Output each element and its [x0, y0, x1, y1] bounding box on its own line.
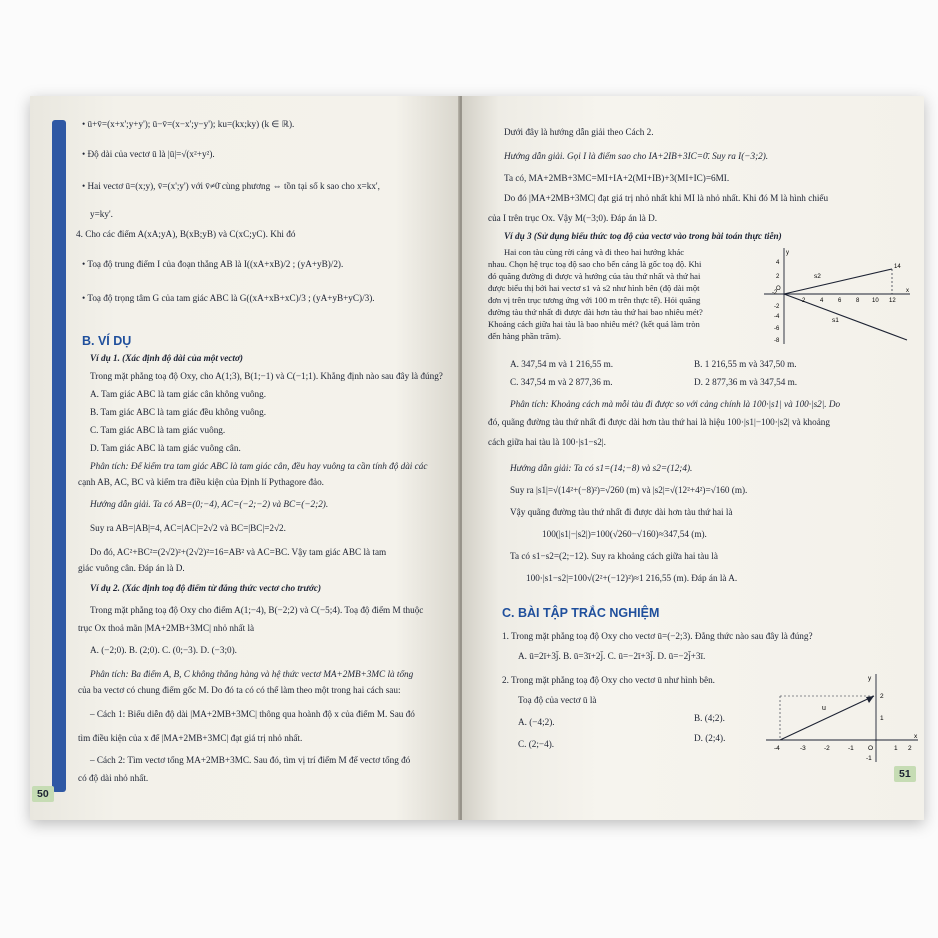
- graph2-tick-label: -1: [866, 755, 872, 762]
- text-line: Phân tích: Để kiểm tra tam giác ABC là tam giác cân, đều hay vuông ta cần tính độ dài các: [90, 461, 428, 471]
- question-line: 2. Trong mặt phẳng toạ độ Oxy cho vectơ ū như hình bên.: [502, 675, 715, 685]
- text-line: được biểu thị bởi hai vectơ s1 và s2 như hình bên (độ dài một: [488, 283, 700, 293]
- graph1-tick-label: -6: [774, 326, 780, 332]
- answer-option: D. (2;4).: [694, 733, 726, 743]
- text-line: đường tàu thứ nhất đi được dài hơn tàu thứ hai bao nhiêu mét?: [488, 307, 703, 317]
- text-line: Hai con tàu cùng rời cảng và đi theo hai hướng khác: [504, 247, 685, 257]
- answer-option: B. 1 216,55 m và 347,50 m.: [694, 359, 797, 369]
- graph1-tick-label: -2: [772, 290, 778, 296]
- formula-line: y=ky'.: [90, 209, 113, 219]
- graph2-origin-label: O: [868, 745, 874, 752]
- graph1-tick-label: 4: [820, 298, 824, 304]
- text-line: Phân tích: Ba điểm A, B, C không thẳng hàng và hệ thức vectơ MA+2MB+3MC là tổng: [90, 669, 414, 679]
- formula-line: • Toạ độ trung điểm I của đoạn thẳng AB là I((xA+xB)/2 ; (yA+yB)/2).: [82, 259, 344, 269]
- text-line: của ba vectơ có chung điểm gốc M. Do đó ta có có thể làm theo một trong hai cách sau:: [78, 685, 401, 695]
- graph2-tick-label: 1: [894, 745, 898, 752]
- left-page: [30, 96, 460, 820]
- example-title: Ví dụ 2. (Xác định toạ độ điểm từ đẳng thức vectơ cho trước): [90, 583, 322, 593]
- graph1-origin-label: O: [776, 286, 781, 292]
- example-title: Ví dụ 1. (Xác định độ dài của một vectơ): [90, 353, 243, 363]
- text-line: Dưới đây là hướng dẫn giải theo Cách 2.: [504, 127, 654, 137]
- graph2-tick-label: -1: [848, 745, 854, 752]
- graph2-tick-label: 2: [908, 745, 912, 752]
- graph1-axis-label: x: [906, 288, 909, 294]
- answer-option: A. (−4;2).: [518, 717, 555, 727]
- text-line: – Cách 2: Tìm vectơ tổng MA+2MB+3MC. Sau đó, tìm vị trí điểm M để vectơ tổng đó: [90, 755, 411, 765]
- vector-u-label: u: [822, 705, 826, 712]
- text-line: 100·|s1−s2|=100√(2²+(−12)²)≈1 216,55 (m). Đáp án là A.: [526, 573, 738, 583]
- answer-option: B. (4;2).: [694, 713, 725, 723]
- text-line: Do đó |MA+2MB+3MC| đạt giá trị nhỏ nhất khi MI là nhỏ nhất. Khi đó M là hình chiếu: [504, 193, 829, 203]
- graph1-tick-label: 2: [802, 298, 806, 304]
- graph2-axis-label: y: [868, 675, 872, 682]
- section-title: B. VÍ DỤ: [82, 334, 132, 348]
- text-line: có độ dài nhỏ nhất.: [78, 773, 149, 783]
- formula-line: • Toạ độ trọng tâm G của tam giác ABC là G((xA+xB+xC)/3 ; (yA+yB+yC)/3).: [82, 293, 375, 303]
- graph1-tick-label: 8: [856, 298, 860, 304]
- graph2-tick-label: 1: [880, 715, 884, 722]
- text-line: tìm điều kiện của x để |MA+2MB+3MC| đạt giá trị nhỏ nhất.: [78, 733, 303, 743]
- page-number: 50: [32, 786, 54, 802]
- vector-s1-label: s1: [832, 317, 839, 324]
- question-line: 1. Trong mặt phẳng toạ độ Oxy cho vectơ ū=(−2;3). Đẳng thức nào sau đây là đúng?: [502, 631, 813, 641]
- example-title: Ví dụ 3 (Sử dụng biểu thức toạ độ của vectơ vào trong bài toán thực tiễn): [504, 231, 782, 241]
- graph1-tick-label: 2: [776, 274, 780, 280]
- text-line: Ta có s1−s2=(2;−12). Suy ra khoảng cách giữa hai tàu là: [510, 551, 718, 561]
- text-line: giác vuông cân. Đáp án là D.: [78, 563, 185, 573]
- text-line: Hướng dẫn giải: Ta có s1=(14;−8) và s2=(12;4).: [510, 463, 693, 473]
- text-line: Suy ra AB=|AB|=4, AC=|AC|=2√2 và BC=|BC|=2√2.: [90, 523, 286, 533]
- vector-u-graph: [762, 670, 922, 766]
- answer-option: C. (2;−4).: [518, 739, 555, 749]
- graph1-tick-label: -8: [774, 338, 780, 344]
- text-line: C. Tam giác ABC là tam giác vuông.: [90, 425, 226, 435]
- formula-line: • Hai vectơ ū=(x;y), v̄=(x';y') với v̄≠0̄ cùng phương ⇔ tồn tại số k sao cho x=kx',: [82, 181, 380, 191]
- question-line: Toạ độ của vectơ ū là: [518, 695, 597, 705]
- answer-option: A. 347,54 m và 1 216,55 m.: [510, 359, 614, 369]
- right-page: [462, 96, 924, 820]
- text-line: 100(|s1|−|s2|)=100(√260−√160)≈347,54 (m).: [542, 529, 707, 539]
- graph1-tick-label: 12: [889, 298, 896, 304]
- page-number: 51: [894, 766, 916, 782]
- answer-option: D. 2 877,36 m và 347,54 m.: [694, 377, 798, 387]
- text-line: Vậy quãng đường tàu thứ nhất đi được dài hơn tàu thứ hai là: [510, 507, 733, 517]
- text-line: D. Tam giác ABC là tam giác vuông cân.: [90, 443, 241, 453]
- graph2-tick-label: -3: [800, 745, 806, 752]
- text-line: Do đó, AC²+BC²=(2√2)²+(2√2)²=16=AB² và AC=BC. Vậy tam giác ABC là tam: [90, 547, 387, 557]
- text-line: đó quãng đường đi được và hướng của tàu thứ nhất và thứ hai: [488, 271, 701, 281]
- graph1-tick-label: -2: [774, 304, 780, 310]
- text-line: Khoảng cách giữa hai tàu là bao nhiêu mét? (kết quả làm tròn: [488, 319, 700, 329]
- text-line: cạnh AB, AC, BC và kiểm tra điều kiện của Định lí Pythagore đảo.: [78, 477, 324, 487]
- text-line: Trong mặt phẳng toạ độ Oxy, cho A(1;3), B(1;−1) và C(−1;1). Khẳng định nào sau đây là đúng?: [90, 371, 443, 381]
- formula-line: 4. Cho các điểm A(xA;yA), B(xB;yB) và C(xC;yC). Khi đó: [76, 229, 296, 239]
- question-options: A. ū=2ī+3j̄. B. ū=3ī+2j̄. C. ū=−2ī+3j̄. D. ū=−2j̄+3ī.: [518, 651, 706, 661]
- graph2-tick-label: 2: [880, 693, 884, 700]
- text-line: Hướng dẫn giải. Ta có AB=(0;−4), AC=(−2;−2) và BC=(−2;2).: [90, 499, 329, 509]
- graph1-value-label: 14: [894, 264, 901, 270]
- text-line: của I trên trục Ox. Vậy M(−3;0). Đáp án là D.: [488, 213, 658, 223]
- graph1-axis-label: y: [786, 250, 789, 256]
- graph2-tick-label: -2: [824, 745, 830, 752]
- graph1-tick-label: 10: [872, 298, 879, 304]
- text-line: trục Ox thoả mãn |MA+2MB+3MC| nhỏ nhất là: [78, 623, 255, 633]
- text-line: Phân tích: Khoảng cách mà mỗi tàu đi được so với cảng chính là 100·|s1| và 100·|s2|. Do: [510, 399, 841, 409]
- ship-vectors-graph: [762, 246, 912, 346]
- answer-option: C. 347,54 m và 2 877,36 m.: [510, 377, 613, 387]
- graph2-tick-label: -4: [774, 745, 780, 752]
- vector-s2-label: s2: [814, 273, 821, 280]
- text-line: Suy ra |s1|=√(14²+(−8)²)=√260 (m) và |s2|=√(12²+4²)=√160 (m).: [510, 485, 748, 495]
- graph1-tick-label: 6: [838, 298, 842, 304]
- section-title: C. BÀI TẬP TRẮC NGHIỆM: [502, 606, 660, 620]
- graph2-axis-label: x: [914, 733, 918, 740]
- text-line: A. Tam giác ABC là tam giác cân không vuông.: [90, 389, 267, 399]
- book-spread: [30, 96, 924, 820]
- text-line: cách giữa hai tàu là 100·|s1−s2|.: [488, 437, 606, 447]
- formula-line: • ū+v̄=(x+x';y+y'); ū−v̄=(x−x';y−y'); ku=(kx;ky) (k ∈ ℝ).: [82, 119, 295, 129]
- text-line: A. (−2;0). B. (2;0). C. (0;−3). D. (−3;0).: [90, 645, 237, 655]
- left-margin-stripe: [52, 120, 66, 792]
- text-line: nhau. Chọn hệ trục toạ độ sao cho bến cảng là gốc toạ độ. Khi: [488, 259, 702, 269]
- text-line: – Cách 1: Biểu diễn độ dài |MA+2MB+3MC| thông qua hoành độ x của điểm M. Sau đó: [90, 709, 415, 719]
- formula-line: • Độ dài của vectơ ū là |ū|=√(x²+y²).: [82, 149, 215, 159]
- text-line: đến hàng phần trăm).: [488, 331, 562, 341]
- text-line: Trong mặt phẳng toạ độ Oxy cho điểm A(1;−4), B(−2;2) và C(−5;4). Toạ độ điểm M thuộc: [90, 605, 424, 615]
- graph1-tick-label: 4: [776, 260, 780, 266]
- graph1-tick-label: -4: [774, 314, 780, 320]
- text-line: Ta có, MA+2MB+3MC=MI+IA+2(MI+IB)+3(MI+IC)=6MI.: [504, 173, 730, 183]
- text-line: Hướng dẫn giải. Gọi I là điểm sao cho IA+2IB+3IC=0̄. Suy ra I(−3;2).: [504, 151, 769, 161]
- text-line: B. Tam giác ABC là tam giác đều không vuông.: [90, 407, 267, 417]
- text-line: đó, quãng đường tàu thứ nhất đi được dài hơn tàu thứ hai là hiệu 100·|s1|−100·|s2| và khoảng: [488, 417, 830, 427]
- text-line: đơn vị trên trục tương ứng với 100 m trên thực tế). Hỏi quãng: [488, 295, 701, 305]
